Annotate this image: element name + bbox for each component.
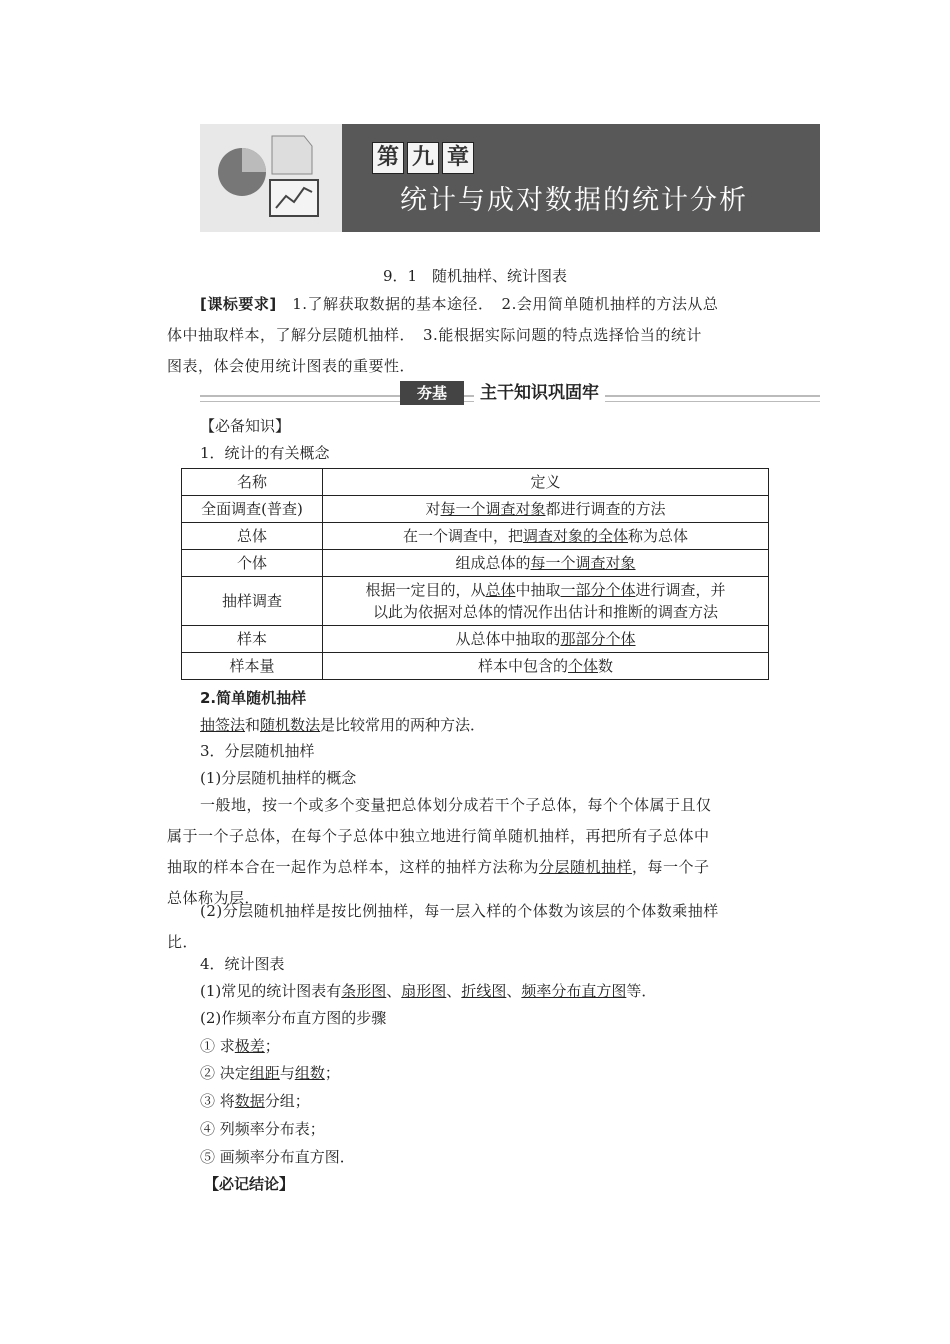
s4-heading: 4．统计图表 <box>200 955 285 973</box>
step-2: ② 决定组距与组数； <box>200 1064 340 1082</box>
conclusion-heading: 【必记结论】 <box>204 1175 295 1193</box>
table-row: 样本量 样本中包含的个体数 <box>182 653 769 680</box>
table-header: 名称 定义 <box>182 469 769 496</box>
table-row: 抽样调查 根据一定目的，从总体中抽取一部分个体进行调查，并 以此为依据对总体的情况作出估计和推断的调查方法 <box>182 577 769 626</box>
section-title: 9．1 随机抽样、统计图表 <box>382 267 568 285</box>
s4-line-1: (1)常见的统计图表有条形图、扇形图、折线图、频率分布直方图等． <box>200 982 657 1000</box>
step-3: ③ 将数据分组； <box>200 1092 310 1110</box>
step-5: ⑤ 画频率分布直方图． <box>200 1148 355 1166</box>
chapter-banner <box>200 124 820 232</box>
knowledge-heading: 【必备知识】 <box>200 417 291 435</box>
concepts-table <box>181 468 769 680</box>
requirements-label: [课标要求] <box>200 295 277 313</box>
table-row: 全面调查(普查) 对每一个调查对象都进行调查的方法 <box>182 496 769 523</box>
table-row: 总体 在一个调查中，把调查对象的全体称为总体 <box>182 523 769 550</box>
pie-chart-icon <box>200 124 342 232</box>
table-row: 个体 组成总体的每一个调查对象 <box>182 550 769 577</box>
divider-tag: 夯基 <box>400 381 464 405</box>
s3-paragraph-2: (2)分层随机抽样是按比例抽样，每一层入样的个体数为该层的个体数乘抽样 比． <box>167 902 719 951</box>
chapter-label: 第 九 章 <box>372 142 474 174</box>
s2-text: 抽签法和随机数法是比较常用的两种方法． <box>200 716 486 734</box>
divider-title: 主干知识巩固牢 <box>474 381 605 405</box>
step-4: ④ 列频率分布表； <box>200 1120 325 1138</box>
requirements: [课标要求] 1.了解获取数据的基本途径． 2.会用简单随机抽样的方法从总 体中抽取样本，了解分层随机抽样． 3.能根据实际问题的特点选择恰当的统计 图表，体会使用统计图表的重要性． <box>167 295 719 375</box>
s4-line-2: (2)作频率分布直方图的步骤 <box>200 1009 387 1027</box>
s1-heading: 1．统计的有关概念 <box>200 444 330 462</box>
s2-heading: 2.简单随机抽样 <box>200 689 307 707</box>
s3-sub1: (1)分层随机抽样的概念 <box>200 769 357 787</box>
s3-heading: 3．分层随机抽样 <box>200 742 315 760</box>
chapter-title: 统计与成对数据的统计分析 <box>400 185 748 216</box>
banner-title-panel <box>342 124 820 232</box>
table-row: 样本 从总体中抽取的那部分个体 <box>182 626 769 653</box>
chart-icons <box>200 124 342 232</box>
step-1: ① 求极差； <box>200 1037 280 1055</box>
section-divider <box>200 381 820 407</box>
s3-paragraph-1: 一般地，按一个或多个变量把总体划分成若干个子总体，每个个体属于且仅 属于一个子总体，在每个子总体中独立地进行简单随机抽样，再把所有子总体中 抽取的样本合在一起作为总样本，这样的抽样方法称为分层随机抽样，每一个子 总体称为层． <box>167 796 712 907</box>
